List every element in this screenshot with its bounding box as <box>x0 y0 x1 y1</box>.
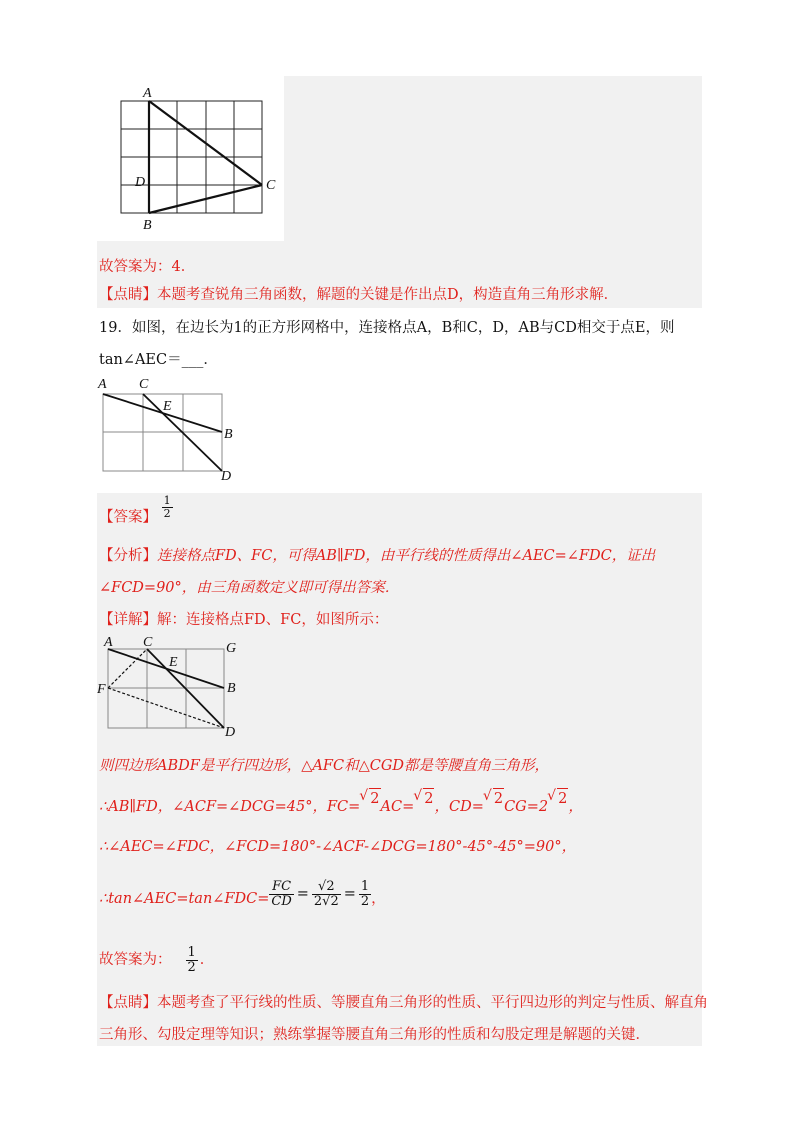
comment-line1 <box>99 993 708 1013</box>
analysis-text-1: 连接格点FD、FC，可得AB∥FD，由平行线的性质得出∠AEC=∠FDC，证出 <box>157 548 656 564</box>
fig1-label-b: B <box>143 218 152 233</box>
detail-line2 <box>99 791 583 817</box>
fig3-label-e: E <box>169 655 178 670</box>
detail-intro: 解：连接格点FD、FC，如图所示： <box>157 612 389 628</box>
equals-1: = <box>296 886 309 902</box>
fraction-half-den: 2 <box>360 893 370 909</box>
answer-row <box>99 494 173 530</box>
figure-grid-3 <box>97 632 247 740</box>
answer-num: 1 <box>163 494 171 507</box>
fig3-label-g: G <box>226 641 237 656</box>
comment-line2: 三角形、勾股定理等知识；熟练掌握等腰直角三角形的性质和勾股定理是解题的关键． <box>99 1027 650 1043</box>
detail-line3: ∴∠AEC=∠FDC，∠FCD=180°-∠ACF-∠DCG=180°-45°-45°=90°， <box>99 839 577 855</box>
final-suffix: ． <box>199 952 215 968</box>
analysis-line2: ∠FCD=90°，由三角函数定义即可得出答案． <box>99 580 400 596</box>
detail-line1: 则四边形ABDF是平行四边形，△AFC和△CGD都是等腰直角三角形， <box>99 758 550 774</box>
fraction-sqrt-num: √2 <box>312 880 341 895</box>
fig2-label-a: A <box>98 377 107 392</box>
top-comment-tag: 【点睛】 <box>99 287 157 303</box>
answer-tag: 【答案】 <box>99 509 157 526</box>
top-comment <box>99 285 618 305</box>
fraction-sqrt-den: 2√2 <box>313 893 339 909</box>
detail-line4-suffix: ， <box>371 891 386 907</box>
figure-grid-2 <box>97 372 247 484</box>
detail-line2-c: ，CD= <box>434 799 484 815</box>
detail-line2-a: ∴AB∥FD，∠ACF=∠DCG=45°，FC= <box>99 799 361 815</box>
fraction-sqrt <box>312 880 341 909</box>
fig1-label-a: A <box>143 86 152 101</box>
detail-line2-d: CG=2 <box>504 799 549 815</box>
detail-line2-b: AC= <box>380 799 415 815</box>
equals-2: = <box>343 886 356 902</box>
comment-text-1: 本题考查了平行线的性质、等腰直角三角形的性质、平行四边形的判定与性质、解直角 <box>157 995 708 1011</box>
fig1-label-d: D <box>135 175 146 190</box>
detail-line4 <box>99 872 386 916</box>
fig3-label-f: F <box>97 682 106 697</box>
answer-fraction <box>162 495 173 520</box>
answer-den: 2 <box>163 507 171 520</box>
sqrt-2-a: √ 2 <box>369 788 380 809</box>
fig1-label-c: C <box>266 178 276 193</box>
fig3-label-c: C <box>143 635 153 650</box>
fraction-cd: CD <box>271 893 292 909</box>
detail-tag: 【详解】 <box>99 612 157 628</box>
comment-tag: 【点睛】 <box>99 995 157 1011</box>
fig2-label-c: C <box>139 377 149 392</box>
fraction-half-num: 1 <box>360 878 370 894</box>
fraction-fc: FC <box>269 880 293 895</box>
final-frac-num: 1 <box>187 944 196 960</box>
sqrt-2-b: √ 2 <box>423 788 434 809</box>
detail-line4-prefix: ∴tan∠AEC=tan∠FDC= <box>99 891 270 907</box>
analysis-tag: 【分析】 <box>99 548 157 564</box>
fig2-label-b: B <box>224 427 233 442</box>
analysis-line1 <box>99 546 655 566</box>
detail-line2-e: ， <box>568 799 583 815</box>
question-19-line1: 19．如图，在边长为1的正方形网格中，连接格点A，B和C，D，AB与CD相交于点E，则 <box>99 320 675 336</box>
sqrt-2-c: √ 2 <box>493 788 504 809</box>
final-answer-fraction <box>186 946 198 975</box>
fig2-label-e: E <box>163 399 172 414</box>
final-answer-text: 故答案为： <box>99 952 172 968</box>
final-answer <box>99 940 214 980</box>
fig3-label-b: B <box>227 681 236 696</box>
detail-intro-row <box>99 610 388 630</box>
figure-grid-1 <box>97 76 284 241</box>
fraction-fc-cd <box>269 880 293 909</box>
fig3-label-d: D <box>225 725 236 740</box>
fig2-label-d: D <box>221 469 232 484</box>
top-answer: 故答案为：4． <box>99 259 196 275</box>
sqrt-2-d: √ 2 <box>557 788 568 809</box>
final-frac-den: 2 <box>187 959 196 975</box>
top-comment-text: 本题考查锐角三角函数，解题的关键是作出点D，构造直角三角形求解． <box>157 287 619 303</box>
fig3-label-a: A <box>104 635 113 650</box>
fraction-half <box>359 880 371 909</box>
question-19-line2: tan∠AEC＝___． <box>99 352 218 368</box>
